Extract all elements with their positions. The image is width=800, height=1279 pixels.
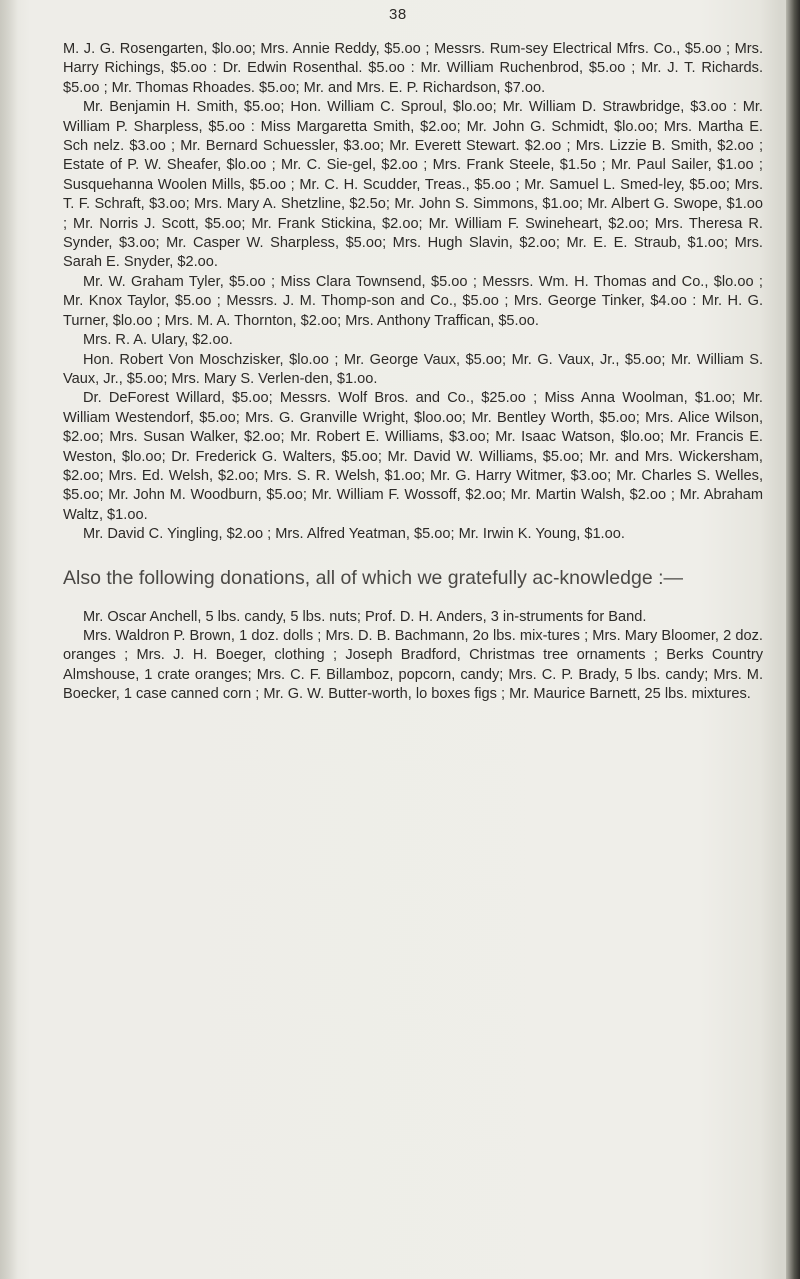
page-gutter-shadow	[0, 0, 18, 1279]
page-content	[63, 40, 763, 705]
paragraph-b-donations: Mrs. Waldron P. Brown, 1 doz. dolls ; Mrs. D. B. Bachmann, 2o lbs. mix-tures ; Mrs. Mary Bloomer, 2 doz. oranges ; Mrs. J. H. Boeger, clothing ; Joseph Bradford, Christmas tree ornaments ; Berks Country Almshouse, 1 crate oranges; Mrs. C. F. Billamboz, popcorn, candy; Mrs. C. P. Brady, 5 lbs. candy; Mrs. M. Boecker, 1 case canned corn ; Mr. G. W. Butter-worth, lo boxes figs ; Mr. Maurice Barnett, 25 lbs. mixtures.	[63, 627, 763, 703]
paragraph-a-donations: Mr. Oscar Anchell, 5 lbs. candy, 5 lbs. nuts; Prof. D. H. Anders, 3 in-struments for Band.	[83, 608, 647, 625]
donations-heading: Also the following donations, all of which we gratefully ac-knowledge :—	[63, 566, 684, 589]
paragraph-t-donors: Mr. W. Graham Tyler, $5.oo ; Miss Clara Townsend, $5.oo ; Messrs. Wm. H. Thomas and Co., $lo.oo ; Mr. Knox Taylor, $5.oo ; Messrs. J. M. Thomp-son and Co., $5.oo ; Mrs. George Tinker, $4.oo : Mr. H. G. Turner, $lo.oo ; Mrs. M. A. Thornton, $2.oo; Mrs. Anthony Traffican, $5.oo.	[63, 273, 763, 329]
book-spine-edge	[786, 0, 800, 1279]
paragraph-v-donors: Hon. Robert Von Moschzisker, $lo.oo ; Mr. George Vaux, $5.oo; Mr. G. Vaux, Jr., $5.oo; Mr. William S. Vaux, Jr., $5.oo; Mrs. Mary S. Verlen-den, $1.oo.	[63, 351, 763, 387]
paragraph-r-donors: M. J. G. Rosengarten, $lo.oo; Mrs. Annie Reddy, $5.oo ; Messrs. Rum-sey Electrical Mfrs. Co., $5.oo ; Mrs. Harry Richings, $5.oo : Dr. Edwin Rosenthal. $5.oo : Mr. William Ruchenbrod, $5.oo ; Mr. J. T. Richards. $5.oo ; Mr. Thomas Rhoades. $5.oo; Mr. and Mrs. E. P. Richardson, $7.oo.	[63, 41, 763, 96]
paragraph-w-donors: Dr. DeForest Willard, $5.oo; Messrs. Wolf Bros. and Co., $25.oo ; Miss Anna Woolman, $1.oo; Mr. William Westendorf, $5.oo; Mrs. G. Granville Wright, $loo.oo; Mr. Bentley Worth, $5.oo; Mrs. Alice Wilson, $2.oo; Mrs. Susan Walker, $2.oo; Mr. Robert E. Williams, $3.oo; Mr. Isaac Watson, $lo.oo; Mr. Francis E. Weston, $lo.oo; Dr. Frederick G. Walters, $5.oo; Mr. David W. Williams, $5.oo; Mr. and Mrs. Wickersham, $2.oo; Mrs. Ed. Welsh, $2.oo; Mrs. S. R. Welsh, $1.oo; Mr. G. Harry Witmer, $3.oo; Mr. Charles S. Welles, $5.oo; Mr. John M. Woodburn, $5.oo; Mr. William F. Wossoff, $2.oo; Mr. Martin Walsh, $2.oo ; Mr. Abraham Waltz, $1.oo.	[63, 390, 763, 523]
paragraph-u-donors: Mrs. R. A. Ulary, $2.oo.	[83, 332, 233, 349]
paragraph-s-donors: Mr. Benjamin H. Smith, $5.oo; Hon. William C. Sproul, $lo.oo; Mr. William D. Strawbridge, $3.oo : Mr. William P. Sharpless, $5.oo : Miss Margaretta Smith, $2.oo; Mr. John G. Schmidt, $lo.oo; Mrs. Martha E. Sch nelz. $3.oo ; Mr. Bernard Schuessler, $3.oo; Mr. Everett Stewart. $2.oo ; Mrs. Lizzie B. Smith, $2.oo ; Estate of P. W. Sheafer, $lo.oo ; Mr. C. Sie-gel, $2.oo ; Mrs. Frank Steele, $1.5o ; Mr. Paul Sailer, $1.oo ; Susquehanna Woolen Mills, $5.oo ; Mr. C. H. Scudder, Treas., $5.oo ; Mr. Samuel L. Smed-ley, $5.oo; Mrs. T. F. Schraft, $3.oo; Mrs. Mary A. Shetzline, $2.5o; Mr. John S. Simmons, $1.oo; Mr. Albert G. Swope, $1.oo ; Mr. Norris J. Scott, $5.oo; Mr. Frank Stickina, $2.oo; Mr. William F. Swineheart, $2.oo; Mrs. Theresa R. Synder, $3.oo; Mr. Casper W. Sharpless, $5.oo; Mrs. Hugh Slavin, $2.oo; Mr. E. E. Straub, $1.oo; Mrs. Sarah E. Snyder, $2.oo.	[63, 99, 763, 271]
paragraph-y-donors: Mr. David C. Yingling, $2.oo ; Mrs. Alfred Yeatman, $5.oo; Mr. Irwin K. Young, $1.oo.	[83, 526, 625, 543]
page-number: 38	[389, 6, 407, 23]
